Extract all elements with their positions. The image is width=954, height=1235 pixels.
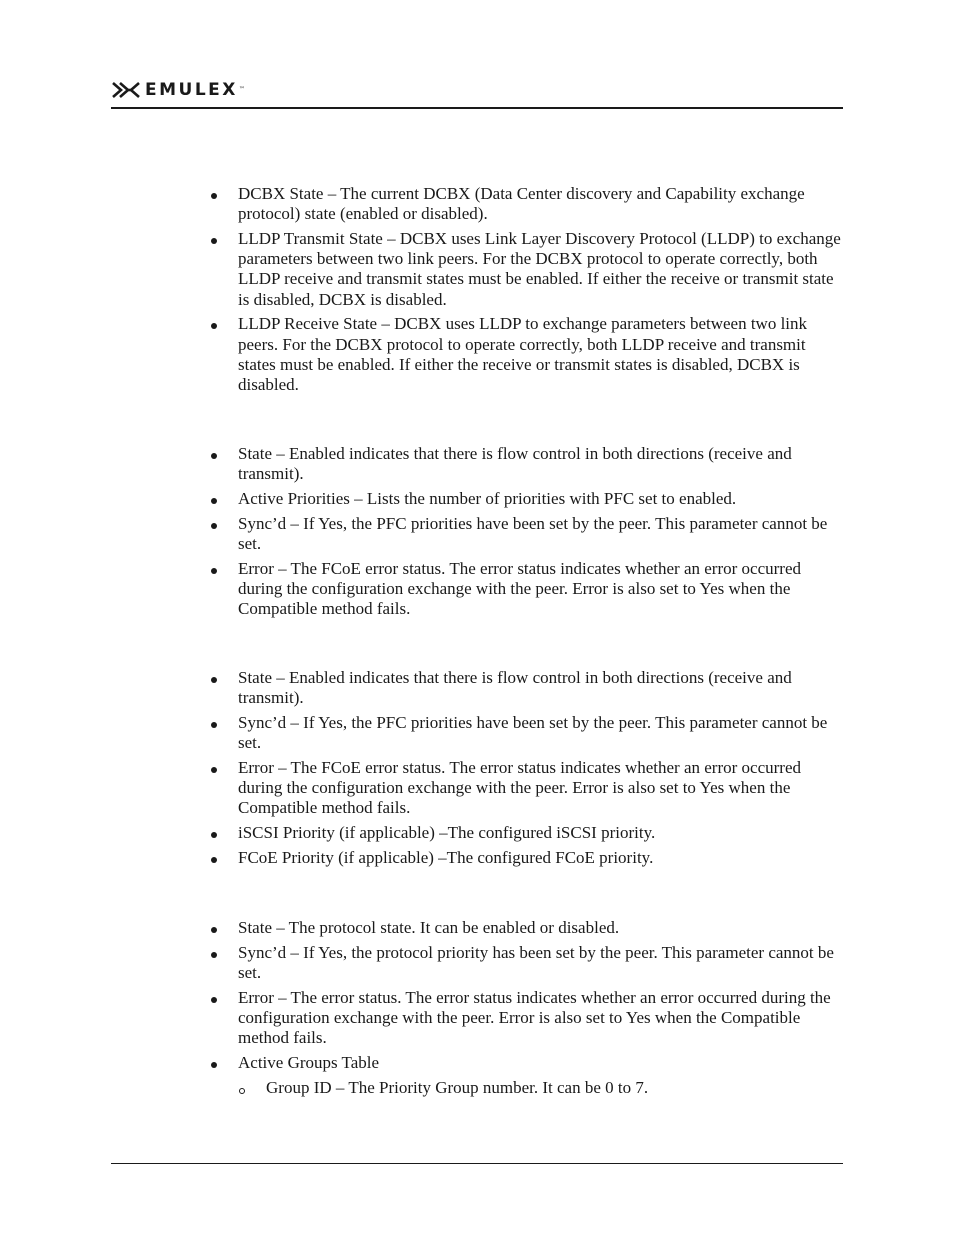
- list-item: Error – The FCoE error status. The error status indicates whether an error occurred during the configuration exchange with the peer. Error is also set to Yes when the Compatible method fails.: [210, 758, 842, 819]
- list-item: iSCSI Priority (if applicable) –The configured iSCSI priority.: [210, 823, 842, 843]
- sub-bullet-list: [238, 1078, 842, 1098]
- list-item: LLDP Receive State – DCBX uses LLDP to exchange parameters between two link peers. For the DCBX protocol to operate correctly, both LLDP receive and transmit states must be enabled. If either the receive or transmit states is disabled, DCBX is disabled.: [210, 314, 842, 395]
- list-item: [210, 1053, 842, 1098]
- dcbx-bullet-list: [210, 184, 842, 400]
- fcoe-bullet-list: [210, 668, 842, 873]
- list-item: State – Enabled indicates that there is flow control in both directions (receive and transmit).: [210, 668, 842, 708]
- sub-list-item: Group ID – The Priority Group number. It can be 0 to 7.: [238, 1078, 842, 1098]
- pfc-bullet-list: [210, 444, 842, 624]
- logo-trademark: ™: [238, 86, 245, 93]
- list-item-label: Active Groups Table: [238, 1053, 380, 1072]
- footer-rule: [111, 1163, 843, 1164]
- list-item: State – The protocol state. It can be enabled or disabled.: [210, 918, 842, 938]
- logo-text: EMULEX: [145, 80, 238, 100]
- list-item: State – Enabled indicates that there is flow control in both directions (receive and transmit).: [210, 444, 842, 484]
- emulex-logo: [111, 80, 245, 100]
- list-item: Sync’d – If Yes, the protocol priority has been set by the peer. This parameter cannot be set.: [210, 943, 842, 983]
- header-rule: [111, 107, 843, 109]
- emulex-logo-icon: [111, 81, 141, 99]
- list-item: Error – The error status. The error status indicates whether an error occurred during the configuration exchange with the peer. Error is also set to Yes when the Compatible method fails.: [210, 988, 842, 1049]
- list-item: DCBX State – The current DCBX (Data Center discovery and Capability exchange protocol) state (enabled or disabled).: [210, 184, 842, 224]
- list-item: FCoE Priority (if applicable) –The configured FCoE priority.: [210, 848, 842, 868]
- list-item: Sync’d – If Yes, the PFC priorities have been set by the peer. This parameter cannot be set.: [210, 713, 842, 753]
- list-item: Error – The FCoE error status. The error status indicates whether an error occurred during the configuration exchange with the peer. Error is also set to Yes when the Compatible method fails.: [210, 559, 842, 620]
- list-item: Active Priorities – Lists the number of priorities with PFC set to enabled.: [210, 489, 842, 509]
- list-item: LLDP Transmit State – DCBX uses Link Layer Discovery Protocol (LLDP) to exchange parameters between two link peers. For the DCBX protocol to operate correctly, both LLDP receive and transmit states must be enabled. If either the receive or transmit state is disabled, DCBX is disabled.: [210, 229, 842, 310]
- list-item: Sync’d – If Yes, the PFC priorities have been set by the peer. This parameter cannot be set.: [210, 514, 842, 554]
- pg-bullet-list: [210, 918, 842, 1103]
